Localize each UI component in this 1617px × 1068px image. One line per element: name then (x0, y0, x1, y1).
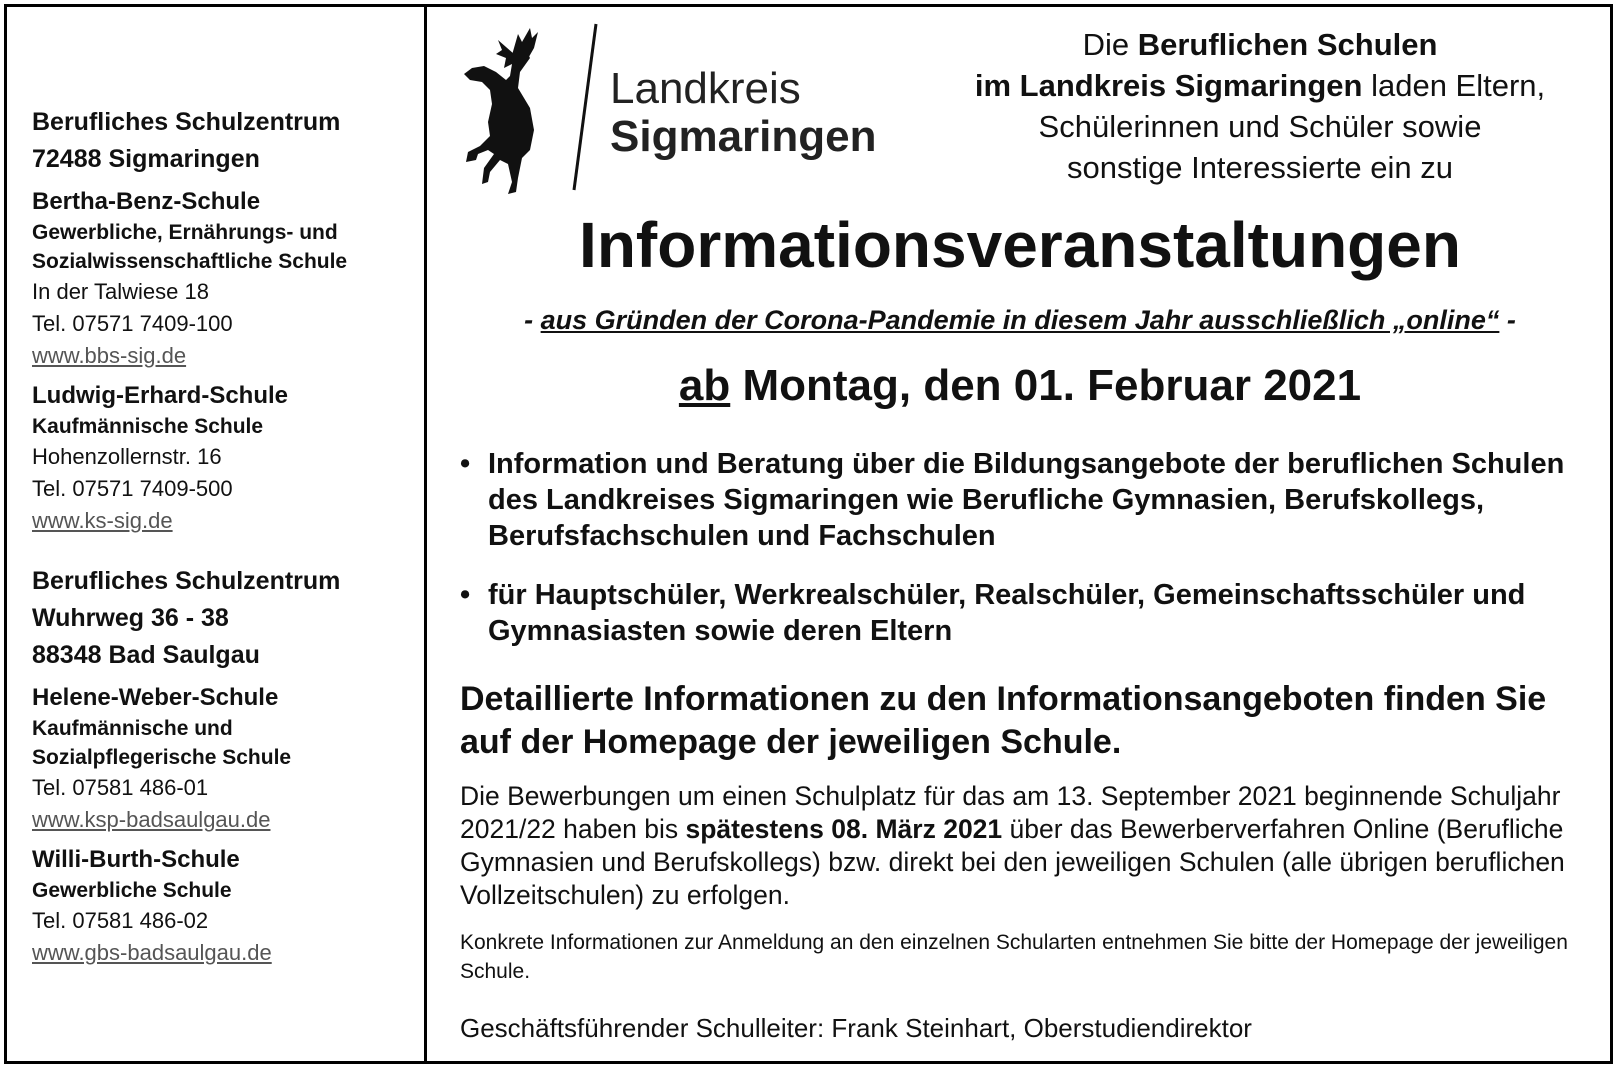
school-website-link[interactable]: www.ks-sig.de (32, 508, 173, 533)
corona-notice (430, 302, 1610, 338)
info-bullets (458, 446, 1598, 649)
landkreis-logo (460, 22, 880, 202)
school-type: Kaufmännische und (32, 717, 233, 740)
school-type: Sozialpflegerische Schule (32, 746, 292, 769)
invite-text: laden Eltern, (1362, 68, 1546, 103)
invitation-text (900, 24, 1617, 188)
school-website-link[interactable]: www.ksp-badsaulgau.de (32, 807, 271, 832)
center-street: Wuhrweg 36 - 38 (32, 604, 229, 632)
event-date (430, 356, 1610, 416)
bullet-icon: • (460, 579, 471, 611)
detail-heading: Detaillierte Informationen zu den Informationsangeboten finden Sie auf der Homepage der jeweiligen Schule. (460, 680, 1547, 761)
school-center-sigmaringen (32, 104, 417, 178)
corona-notice-text: aus Gründen der Corona-Pandemie in diesem Jahr ausschließlich „online“ (540, 305, 1500, 335)
school-name: Helene-Weber-Schule (32, 684, 279, 711)
bullet-text: Information und Beratung über die Bildungsangebote der beruflichen Schulen des Landkreises Sigmaringen wie Berufliche Gymnasien, Berufskollegs, Berufsfachschulen und Fachschulen (488, 448, 1565, 552)
invite-text: Die (1082, 27, 1138, 62)
school-type: Gewerbliche, Ernährungs- und (32, 221, 338, 244)
school-bertha-benz (32, 186, 417, 372)
school-website-link[interactable]: www.bbs-sig.de (32, 343, 187, 368)
logo-slash-divider (570, 22, 600, 202)
principal-signature-line: Geschäftsführender Schulleiter: Frank Steinhart, Oberstudiendirektor (460, 1013, 1252, 1043)
stag-icon (460, 22, 580, 202)
school-address: In der Talwiese 18 (32, 279, 209, 304)
page-title: Informationsveranstaltungen (579, 209, 1461, 281)
school-type: Sozialwissenschaftliche Schule (32, 250, 348, 273)
school-phone: Tel. 07571 7409-100 (32, 311, 233, 336)
school-type: Kaufmännische Schule (32, 415, 264, 438)
school-address: Hohenzollernstr. 16 (32, 444, 222, 469)
dash: - (1499, 305, 1516, 335)
date-text: Montag, den 01. Februar 2021 (730, 361, 1362, 410)
invite-text: sonstige Interessierte ein zu (1067, 150, 1453, 185)
left-column (32, 104, 417, 969)
logo-text-sigmaringen: Sigmaringen (610, 112, 877, 161)
school-name: Bertha-Benz-Schule (32, 188, 261, 215)
school-type: Gewerbliche Schule (32, 879, 232, 902)
school-center-bad-saulgau (32, 563, 417, 674)
invite-bold: im Landkreis Sigmaringen (974, 68, 1363, 103)
apply-text: über das Bewerberverfahren Online (Berufliche Gymnasien und Berufskollegs) bzw. direkt bei den jeweiligen Schulen (alle übrigen beruflichen Vollzeitschulen) zu erfolgen. (460, 814, 1565, 910)
bullet-text: für Hauptschüler, Werkrealschüler, Realschüler, Gemeinschaftsschüler und Gymnasiasten sowie deren Eltern (488, 579, 1526, 647)
school-name: Ludwig-Erhard-Schule (32, 382, 289, 409)
center-city: 72488 Sigmaringen (32, 145, 260, 173)
registration-note: Konkrete Informationen zur Anmeldung an den einzelnen Schularten entnehmen Sie bitte der Homepage der jeweiligen Schule. (460, 931, 1568, 983)
column-divider (424, 4, 427, 1064)
invite-bold: Beruflichen Schulen (1137, 27, 1438, 62)
school-helene-weber (32, 682, 417, 836)
school-willi-burth (32, 844, 417, 969)
apply-deadline: spätestens 08. März 2021 (685, 814, 1003, 844)
center-title: Berufliches Schulzentrum (32, 108, 341, 136)
school-website-link[interactable]: www.gbs-badsaulgau.de (32, 940, 272, 965)
logo-text-landkreis: Landkreis (610, 64, 801, 113)
center-title: Berufliches Schulzentrum (32, 567, 341, 595)
list-item (458, 446, 1598, 554)
school-phone: Tel. 07581 486-01 (32, 775, 209, 800)
apply-text: Die Bewerbungen um einen Schulplatz für das am 13. September 2021 beginnende Schuljahr 2021/22 haben bis (460, 781, 1561, 844)
bullet-icon: • (460, 448, 471, 480)
center-city: 88348 Bad Saulgau (32, 641, 260, 669)
school-phone: Tel. 07571 7409-500 (32, 476, 233, 501)
invite-text: Schülerinnen und Schüler sowie (1038, 109, 1482, 144)
school-ludwig-erhard (32, 380, 417, 537)
school-phone: Tel. 07581 486-02 (32, 908, 209, 933)
application-paragraph (460, 780, 1600, 912)
list-item (458, 577, 1598, 649)
date-prefix: ab (678, 361, 731, 410)
school-name: Willi-Burth-Schule (32, 846, 240, 873)
dash: - (524, 305, 541, 335)
